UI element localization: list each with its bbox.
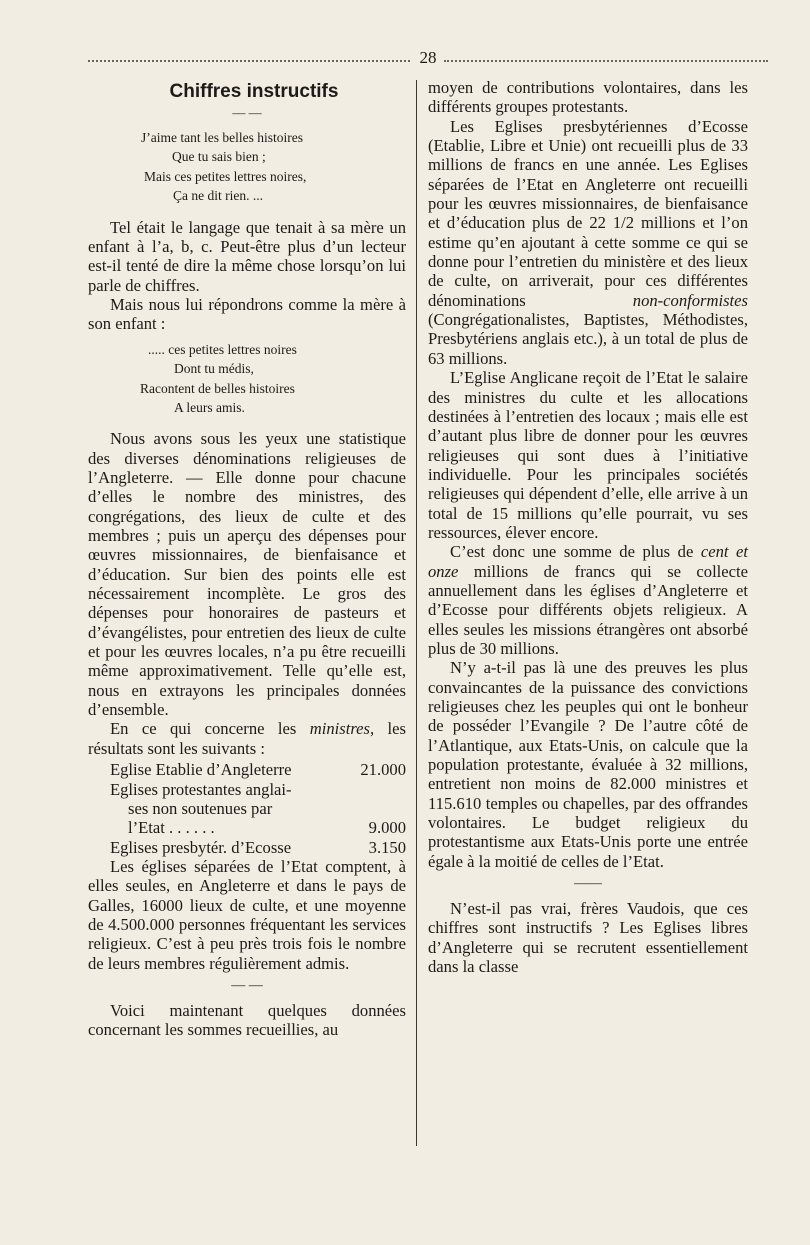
list-label: Eglises protestantes anglai- [110,779,292,799]
paragraph [88,719,406,758]
paragraph: Voici maintenant quelques données concernant les sommes recueillies, au [88,1000,406,1040]
left-column [88,78,406,1040]
verse-line: ..... ces petites lettres noires [148,341,297,357]
header-rule-left [88,60,410,62]
paragraph: L’Eglise Anglicane reçoit de l’Etat le salaire des ministres du culte et les allocations destinées à l’entretien des locaux ; mais elle est d’autant plus libre de donner pour les œuvres religieuses qui sont dues à l’initiative individuelle. Pour les principales sociétés religieuses qui dépendent d’elle, elle arrive à un total de 15 millions qu’elle pourrait, vu ses ressources, élever encore. [428,368,748,542]
paragraph: Mais nous lui répondrons comme la mère à son enfant : [88,295,406,334]
list-row [88,799,406,818]
paragraph: Tel était le langage que tenait à sa mère un enfant à l’a, b, c. Peut-être plus d’un lecteur est-il tenté de dire la même chose lorsqu’on lui parle de chiffres. [88,217,406,295]
verse-line: A leurs amis. [174,399,245,415]
text-run: les résultats sont les suivants : [88,719,406,758]
text-run: C’est donc une somme de plus de [450,542,701,562]
list-label: ses non soutenues par [128,798,273,818]
paragraph [428,542,748,658]
paragraph: N’y a-t-il pas là une des preuves les plus convaincantes de la puissance des convictions religieuses chez les peuples qui ont le bonheur de posséder l’Evangile ? De l’autre côté de l’Atlantique, aux Etats-Unis, on calcule que la population protestante, évaluée à 32 millions, entretient non moins de 82.000 ministres et 115.610 temples ou chapelles, par des offrandes volontaires. Le budget religieux du protestantisme aux Etats-Unis porte une entrée égale à la moitié de celles de l’Etat. [428,658,748,871]
list-row [88,780,406,799]
verse-line: Ça ne dit rien. ... [173,188,263,204]
ministers-list [88,760,406,857]
emphasis: cent et onze [428,542,748,581]
paragraph [428,117,748,368]
verse-line: J’aime tant les belles histoires [141,130,303,145]
list-row [88,818,406,837]
page-header [88,48,768,72]
list-value: 9.000 [368,818,406,838]
section-dash: — — [231,977,263,993]
list-label: l’Etat . . . . . . [128,818,215,838]
list-label: Eglises presbytér. d’Ecosse [110,837,292,857]
list-row [88,838,406,857]
list-row [88,760,406,779]
verse-line: Mais ces petites lettres noires, [144,168,307,184]
column-divider [416,80,417,1146]
paragraph: N’est-il pas vrai, frères Vaudois, que ces chiffres sont instructifs ? Les Eglises libres d’Angleterre qui se recrutent essentiellement dans la classe [428,899,748,977]
verse-line: Racontent de belles histoires [140,380,295,396]
list-value: 3.150 [368,837,406,857]
text-run: millions de francs qui se collecte annuellement dans les églises d’Angleterre et d’Ecosse pour différents objets religieux. A elles seules les missions étrangères ont absorbé plus de 30 millions. [428,561,748,658]
verse-1 [88,128,406,206]
text-run: Les Eglises presbytériennes d’Ecosse (Etablie, Libre et Unie) ont recueilli plus de 33 millions de francs en une année. Les Eglises séparées de l’Etat en Angleterre ont recueilli pour les œuvres missionnaires, de bienfaisance et d’éducation plus de 22 1/2 millions et l’on estime qu’en ajoutant à cette somme ce qui se donne pour l’entretien du ministère et des lieux de culte, on arriverait, pour ces différentes dénominations [428,116,748,310]
title-dash: — — [232,105,262,120]
section-dash: —— [574,876,602,892]
verse-2 [88,340,406,418]
emphasis: non-conformistes [632,290,748,310]
verse-line: Dont tu médis, [174,361,254,377]
page-number: 28 [419,48,437,67]
verse-line: Que tu sais bien ; [172,149,266,165]
text-run: En ce qui concerne les [110,719,310,739]
article-title: Chiffres instructifs [169,81,339,102]
list-value: 21.000 [360,760,406,780]
right-column [428,78,748,976]
header-rule-right [444,60,768,62]
list-label: Eglise Etablie d’Angleterre [110,760,292,780]
emphasis: ministres, [309,719,375,739]
paragraph: moyen de contributions volontaires, dans les différents groupes protestants. [428,78,748,117]
paragraph: Les églises séparées de l’Etat comptent, à elles seules, en Angleterre et dans le pays de Galles, 16000 lieux de culte, et une moyenne de 4.500.000 personnes fréquentant les services religieux. C’est à peu près trois fois le nombre de leurs membres régulièrement admis. [88,856,406,973]
text-run: (Congrégationalistes, Baptistes, Méthodistes, Presbytériens anglais etc.), à un total de plus de 63 millions. [428,310,748,368]
paragraph: Nous avons sous les yeux une statistique des diverses dénominations religieuses de l’Angleterre. — Elle donne pour chacune d’elles le nombre des ministres, des congrégations, des lieux de culte et des membres ; puis un aperçu des dépenses pour œuvres missionnaires, de bienfaisance et d’éducation. Sur bien des points elle est nécessairement incomplète. Le gros des dépenses pour honoraires de pasteurs et d’évangélistes, pour entretien des lieux de culte et pour les œuvres locales, n’a pu être recueilli même approximativement. Telle qu’elle est, nous en extrayons les principales données d’ensemble. [88,429,406,720]
